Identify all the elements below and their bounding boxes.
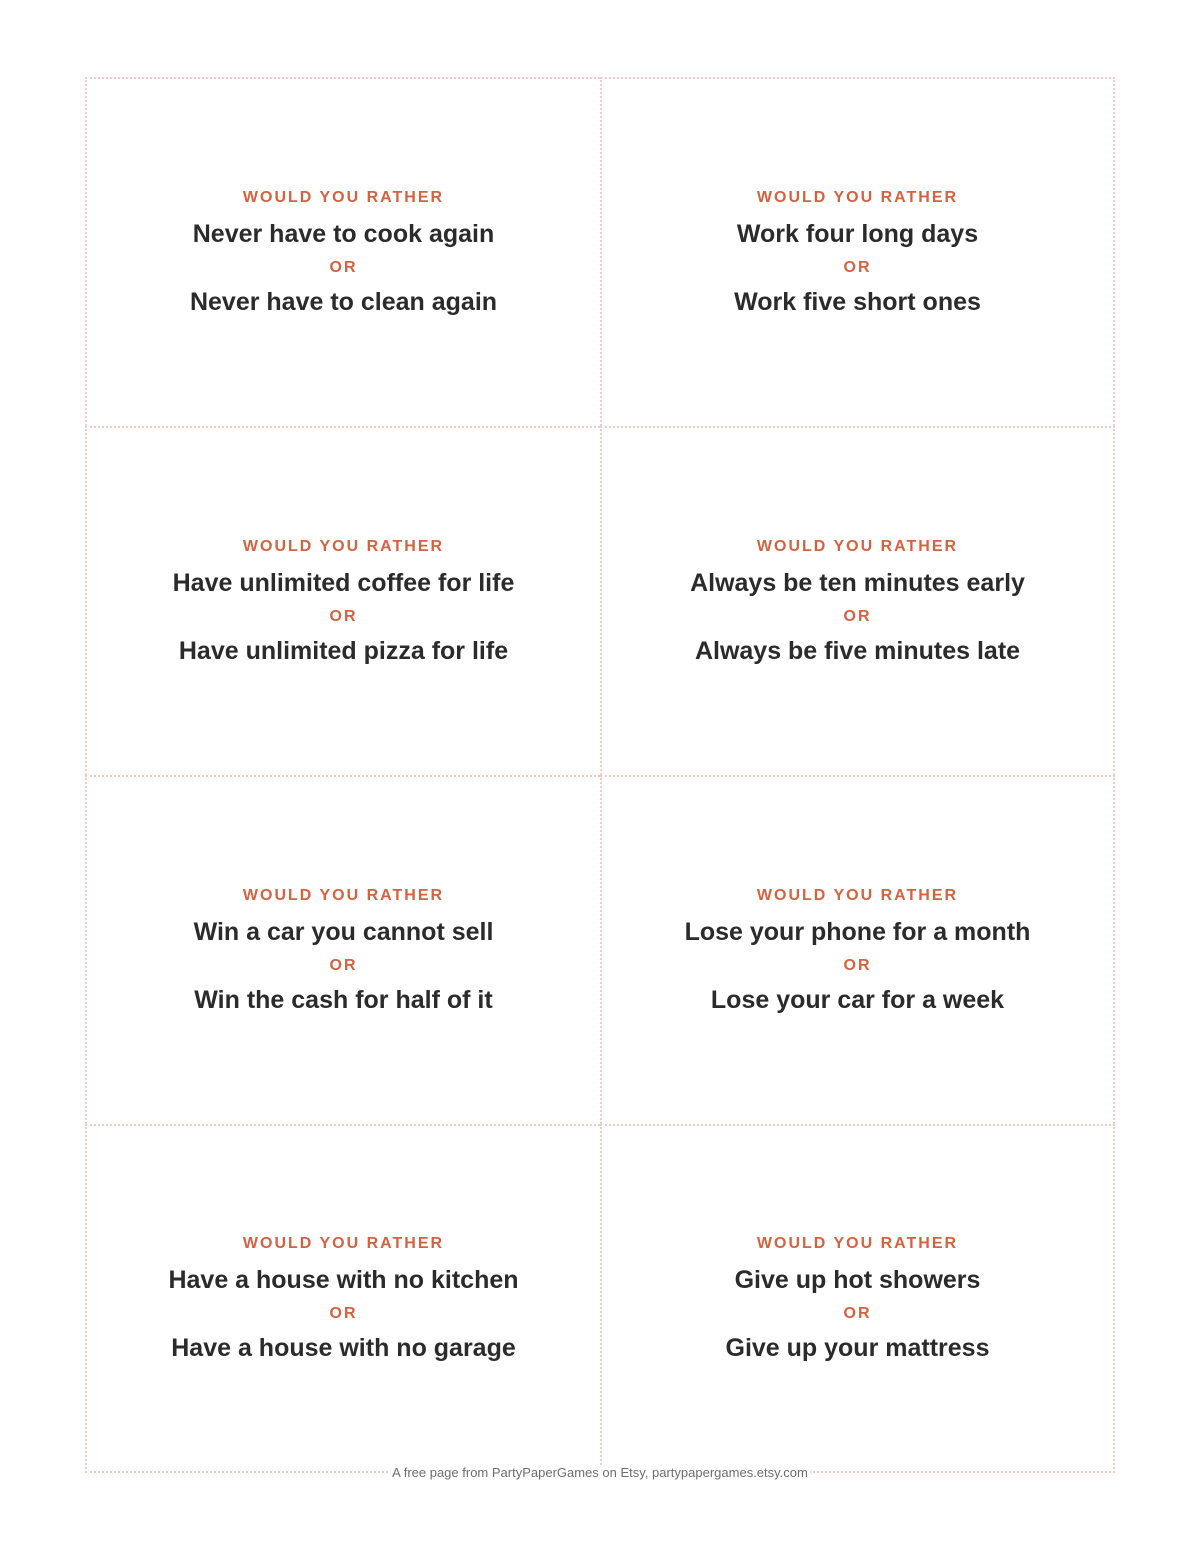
card-heading: WOULD YOU RATHER — [756, 188, 959, 206]
card-heading: WOULD YOU RATHER — [242, 537, 445, 555]
card — [85, 426, 600, 775]
card-heading: WOULD YOU RATHER — [242, 1234, 445, 1252]
or-label: OR — [329, 956, 358, 974]
card-heading: WOULD YOU RATHER — [756, 537, 959, 555]
option-b: Lose your car for a week — [710, 985, 1005, 1014]
option-a: Lose your phone for a month — [684, 917, 1031, 946]
card — [600, 1124, 1115, 1473]
option-a: Always be ten minutes early — [690, 568, 1025, 597]
card — [85, 775, 600, 1124]
footer-text: A free page from PartyPaperGames on Etsy, partypapergames.etsy.com — [392, 1465, 808, 1480]
option-b: Win the cash for half of it — [194, 985, 493, 1014]
option-b: Never have to clean again — [189, 287, 498, 316]
or-label: OR — [843, 258, 872, 276]
option-a: Have a house with no kitchen — [168, 1265, 519, 1294]
option-b: Give up your mattress — [725, 1333, 990, 1362]
option-b: Always be five minutes late — [694, 636, 1021, 665]
or-label: OR — [329, 1304, 358, 1322]
or-label: OR — [329, 258, 358, 276]
card — [600, 77, 1115, 426]
card-sheet — [85, 77, 1115, 1473]
or-label: OR — [329, 607, 358, 625]
card-heading: WOULD YOU RATHER — [242, 188, 445, 206]
or-label: OR — [843, 956, 872, 974]
option-a: Never have to cook again — [192, 219, 495, 248]
or-label: OR — [843, 1304, 872, 1322]
option-b: Have unlimited pizza for life — [178, 636, 509, 665]
card-heading: WOULD YOU RATHER — [756, 1234, 959, 1252]
footer-credit — [0, 1465, 1200, 1480]
or-label: OR — [843, 607, 872, 625]
card — [600, 426, 1115, 775]
option-b: Work five short ones — [734, 287, 981, 316]
card-heading: WOULD YOU RATHER — [242, 886, 445, 904]
card-heading: WOULD YOU RATHER — [756, 886, 959, 904]
option-a: Have unlimited coffee for life — [172, 568, 515, 597]
option-a: Work four long days — [736, 219, 979, 248]
option-a: Give up hot showers — [734, 1265, 981, 1294]
card — [600, 775, 1115, 1124]
option-b: Have a house with no garage — [171, 1333, 516, 1362]
card — [85, 1124, 600, 1473]
card — [85, 77, 600, 426]
option-a: Win a car you cannot sell — [193, 917, 494, 946]
